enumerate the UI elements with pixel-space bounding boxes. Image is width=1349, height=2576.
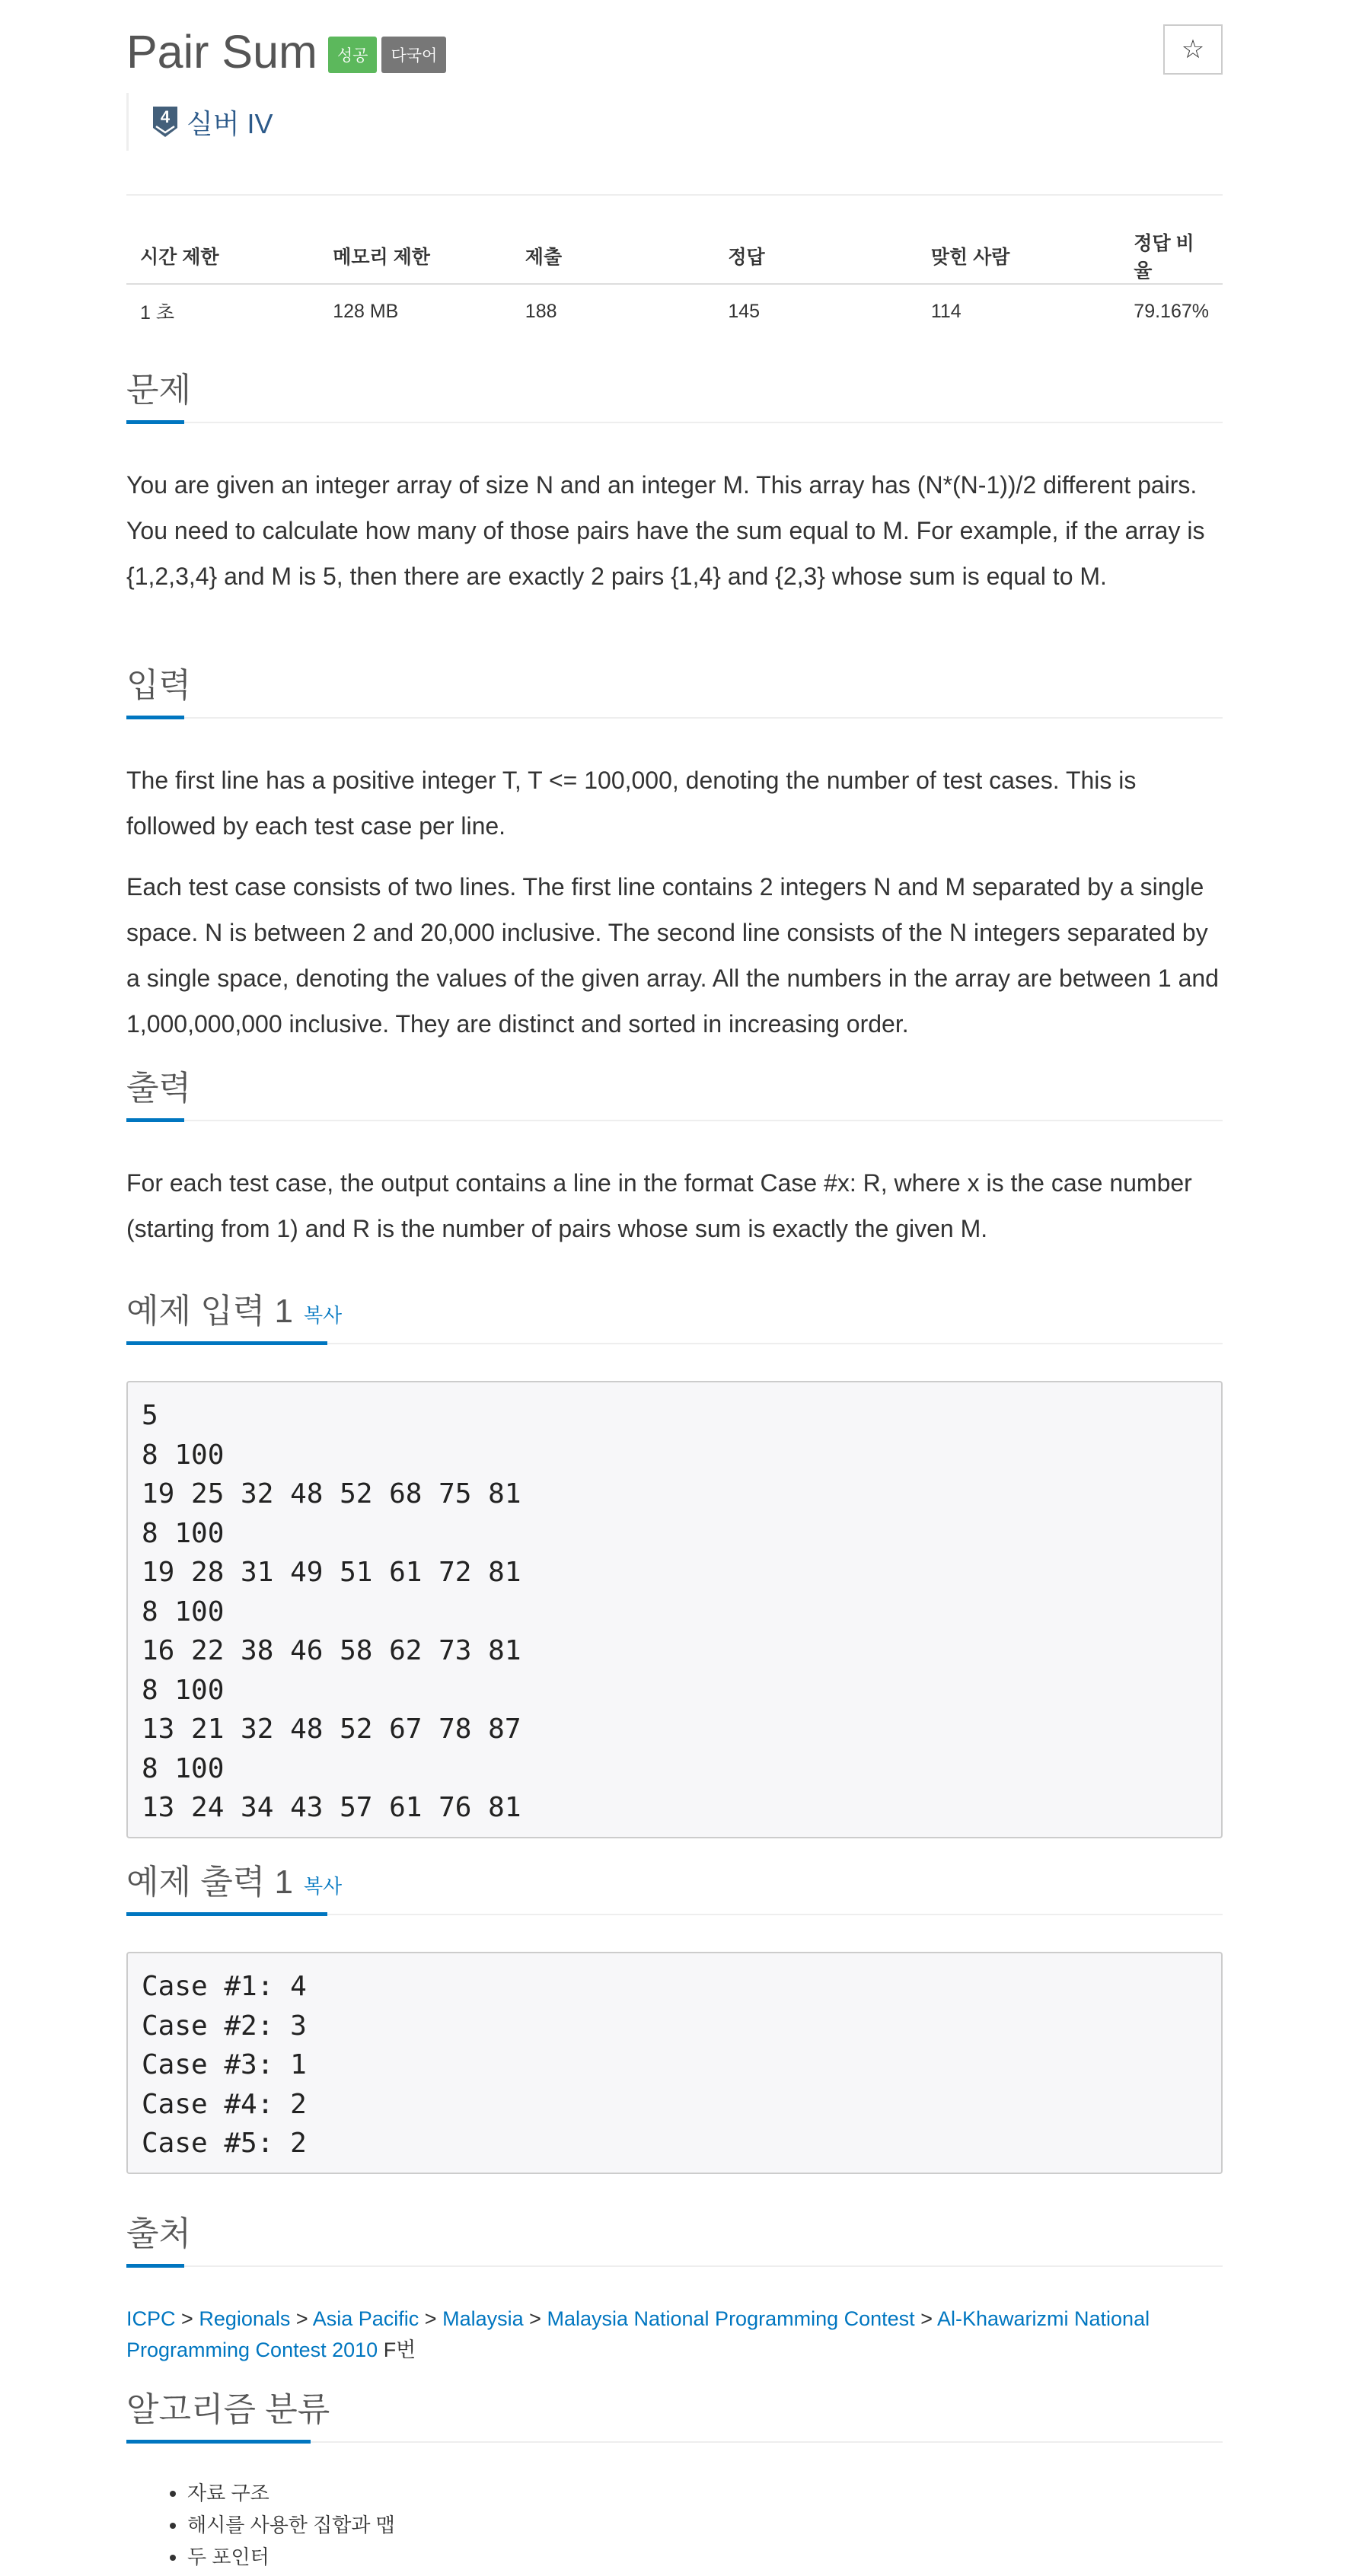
sample-input-block[interactable]: 5 8 100 19 25 32 48 52 68 75 81 8 100 19 28 31 49 51 61 72 81 8 100 16 22 38 46 58 62 73 81 8 100 13 21 32 48 52 67 78 87 8 100 13 24 34 43 57 61 76 81 bbox=[126, 1381, 1223, 1838]
source-link-icpc[interactable]: ICPC bbox=[126, 2307, 176, 2330]
section-header-description bbox=[126, 364, 1223, 423]
section-header-output bbox=[126, 1062, 1223, 1121]
silver-tier-icon bbox=[151, 105, 179, 139]
section-header-sample-output bbox=[126, 1856, 1223, 1915]
source-separator: > bbox=[295, 2307, 308, 2330]
stats-accepted[interactable]: 145 bbox=[728, 300, 761, 322]
algorithm-tag[interactable]: • 해시를 사용한 집합과 맵 bbox=[187, 2509, 395, 2541]
section-title-output: 출력 bbox=[126, 1062, 184, 1122]
source-suffix: F번 bbox=[383, 2338, 416, 2361]
source-breadcrumb bbox=[126, 2303, 1223, 2366]
sample-output-title: 예제 출력 1 bbox=[126, 1863, 293, 1901]
problem-stats-table bbox=[126, 228, 1223, 338]
stats-header-solvers: 맞힌 사람 bbox=[917, 228, 1120, 284]
section-title-description: 문제 bbox=[126, 364, 184, 424]
copy-sample-input-button[interactable]: 복사 bbox=[303, 1304, 343, 1327]
output-paragraph: For each test case, the output contains a line in the format Case #x: R, where x is the case number (starting from 1) and R is the number of pairs whose sum is exactly the given M. bbox=[126, 1169, 1192, 1242]
source-separator: > bbox=[529, 2307, 541, 2330]
sample-input-title: 예제 입력 1 bbox=[126, 1293, 293, 1330]
stats-value-row bbox=[126, 284, 1223, 338]
source-separator: > bbox=[181, 2307, 193, 2330]
stats-header-submissions: 제출 bbox=[512, 228, 715, 284]
algorithm-tag[interactable]: • 자료 구조 bbox=[187, 2477, 395, 2509]
title-row bbox=[126, 23, 451, 81]
stats-header-memory-limit: 메모리 제한 bbox=[319, 228, 512, 284]
section-title-input: 입력 bbox=[126, 659, 184, 719]
problem-page bbox=[126, 0, 1223, 2568]
input-paragraph-1: The first line has a positive integer T, T <= 100,000, denoting the number of test cases. This is followed by each test case per line. bbox=[126, 767, 1137, 840]
section-title-tags: 알고리즘 분류 bbox=[126, 2383, 311, 2444]
stats-header-row bbox=[126, 228, 1223, 284]
section-header-input bbox=[126, 659, 1223, 719]
stats-ratio: 79.167% bbox=[1134, 300, 1209, 322]
section-header-sample-input bbox=[126, 1285, 1223, 1344]
copy-sample-output-button[interactable]: 복사 bbox=[303, 1875, 343, 1898]
section-title-sample-output bbox=[126, 1856, 343, 1916]
stats-solvers[interactable]: 114 bbox=[930, 300, 962, 322]
status-badge-success: 성공 bbox=[328, 37, 378, 73]
problem-title: Pair Sum bbox=[126, 26, 317, 78]
star-outline-icon: ☆ bbox=[1181, 35, 1205, 64]
source-link-asia-pacific[interactable]: Asia Pacific bbox=[312, 2307, 419, 2330]
stats-header-ratio: 정답 비율 bbox=[1120, 228, 1223, 284]
description-body bbox=[126, 462, 1223, 614]
section-header-tags bbox=[126, 2383, 1223, 2443]
tier-text: 실버 IV bbox=[187, 107, 273, 139]
stats-memory-limit: 128 MB bbox=[333, 300, 399, 322]
algorithm-tag[interactable]: • 두 포인터 bbox=[187, 2541, 395, 2573]
source-link-malaysia[interactable]: Malaysia bbox=[442, 2307, 524, 2330]
stats-submissions[interactable]: 188 bbox=[525, 300, 557, 322]
tier-label[interactable] bbox=[126, 93, 273, 151]
favorite-star-button[interactable] bbox=[1163, 24, 1223, 75]
stats-header-accepted: 정답 bbox=[714, 228, 917, 284]
problem-header bbox=[126, 0, 1223, 141]
stats-header-time-limit: 시간 제한 bbox=[126, 228, 319, 284]
sample-output-block[interactable]: Case #1: 4 Case #2: 3 Case #3: 1 Case #4: 2 Case #5: 2 bbox=[126, 1952, 1223, 2174]
section-title-source: 출처 bbox=[126, 2208, 184, 2268]
source-link-al-khawarizmi[interactable]: Al-Khawarizmi National Programming Contest 2010 bbox=[126, 2307, 1150, 2361]
input-body bbox=[126, 757, 1223, 1062]
algorithm-tag-list bbox=[126, 2477, 395, 2573]
source-separator: > bbox=[920, 2307, 933, 2330]
section-title-sample-input bbox=[126, 1285, 343, 1345]
description-paragraph: You are given an integer array of size N and an integer M. This array has (N*(N-1))/2 different pairs. You need to calculate how many of those pairs have the sum equal to M. For example, if the array is {1,2,3,4} and M is 5, then there are exactly 2 pairs {1,4} and {2,3} whose sum is equal to M. bbox=[126, 471, 1205, 590]
source-link-regionals[interactable]: Regionals bbox=[199, 2307, 291, 2330]
input-paragraph-2: Each test case consists of two lines. The first line contains 2 integers N and M separated by a single space. N is between 2 and 20,000 inclusive. The second line consists of the N integers separated by a single space, denoting the values of the given array. All the numbers in the array are between 1 and 1,000,000,000 inclusive. They are distinct and sorted in increasing order. bbox=[126, 873, 1219, 1038]
source-link-malaysia-npc[interactable]: Malaysia National Programming Contest bbox=[547, 2307, 915, 2330]
header-divider bbox=[126, 194, 1223, 196]
section-header-source bbox=[126, 2208, 1223, 2267]
source-separator: > bbox=[424, 2307, 437, 2330]
stats-time-limit: 1 초 bbox=[140, 302, 174, 324]
svg-text:4: 4 bbox=[160, 107, 171, 126]
status-badge-multilang: 다국어 bbox=[381, 37, 446, 73]
output-body bbox=[126, 1160, 1223, 1267]
